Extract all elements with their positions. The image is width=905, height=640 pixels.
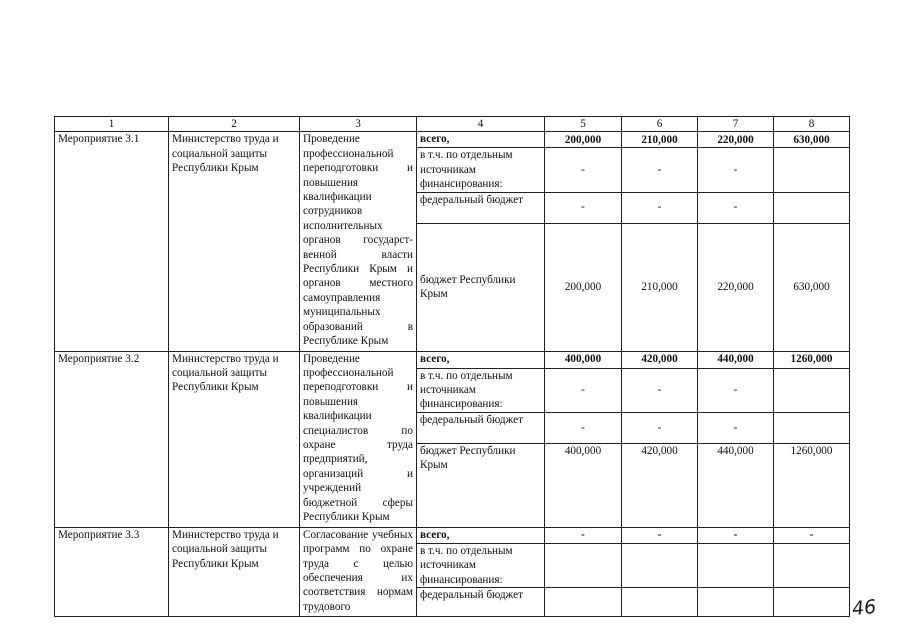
value-cell: - <box>545 368 622 412</box>
value-cell: - <box>698 368 774 412</box>
value-cell: 400,000 <box>545 443 622 527</box>
funding-label: в т.ч. по отдельным источникам финансирования: <box>417 543 545 587</box>
measure-name: Мероприятие 3.1 <box>55 132 169 351</box>
value-cell: 420,000 <box>622 443 698 527</box>
value-cell: 210,000 <box>622 132 698 148</box>
measure-executor: Министерство труда и социальной защиты Республики Крым <box>169 351 300 527</box>
funding-table <box>54 116 850 617</box>
funding-label: федеральный бюджет <box>417 588 545 617</box>
measure-executor: Министерство труда и социальной защиты Республики Крым <box>169 527 300 616</box>
value-cell: 220,000 <box>698 223 774 351</box>
measure-executor: Министерство труда и социальной защиты Республики Крым <box>169 132 300 351</box>
value-cell: 1260,000 <box>774 351 850 368</box>
value-cell <box>622 588 698 617</box>
funding-label: бюджет Республики Крым <box>417 223 545 351</box>
value-cell <box>698 543 774 587</box>
value-cell: - <box>698 527 774 543</box>
funding-label: всего, <box>417 351 545 368</box>
value-cell: 200,000 <box>545 223 622 351</box>
header-cell: 1 <box>55 117 169 132</box>
value-cell: 630,000 <box>774 132 850 148</box>
value-cell <box>774 412 850 443</box>
measure-description: Согласование учебных программ по охране труда с целью обеспечения их соответствия нормам трудового <box>300 527 417 616</box>
value-cell <box>774 148 850 192</box>
value-cell: - <box>622 527 698 543</box>
value-cell: 200,000 <box>545 132 622 148</box>
funding-label: в т.ч. по отдельным источникам финансирования: <box>417 368 545 412</box>
value-cell: - <box>698 192 774 223</box>
value-cell: 220,000 <box>698 132 774 148</box>
funding-label: всего, <box>417 132 545 148</box>
value-cell <box>698 588 774 617</box>
value-cell <box>545 543 622 587</box>
value-cell: - <box>545 527 622 543</box>
value-cell: - <box>622 192 698 223</box>
measure-description: Проведение профессиональной переподготовки и повышения квалификации специалистов по охране труда предприятий, организаций и учреждений бюджетной сферы Республики Крым <box>300 351 417 527</box>
value-cell: - <box>545 412 622 443</box>
funding-label: бюджет Республики Крым <box>417 443 545 527</box>
header-cell: 2 <box>169 117 300 132</box>
value-cell <box>774 588 850 617</box>
value-cell: - <box>622 368 698 412</box>
value-cell: - <box>545 192 622 223</box>
value-cell <box>774 192 850 223</box>
value-cell: 400,000 <box>545 351 622 368</box>
value-cell: 440,000 <box>698 351 774 368</box>
header-cell: 7 <box>698 117 774 132</box>
value-cell: - <box>545 148 622 192</box>
measure-description: Проведение профессиональной переподготовки и повышения квалификации сотрудников исполнительных органов государст-венной власти Республики Крым и органов местного самоуправления муниципальных образований в Республике Крым <box>300 132 417 351</box>
value-cell: - <box>774 527 850 543</box>
table-row <box>55 351 850 368</box>
header-cell: 4 <box>417 117 545 132</box>
value-cell: - <box>622 412 698 443</box>
value-cell: - <box>698 412 774 443</box>
funding-label: федеральный бюджет <box>417 192 545 223</box>
header-row <box>55 117 850 132</box>
value-cell <box>774 543 850 587</box>
value-cell: 420,000 <box>622 351 698 368</box>
value-cell: 630,000 <box>774 223 850 351</box>
header-cell: 3 <box>300 117 417 132</box>
measure-name: Мероприятие 3.2 <box>55 351 169 527</box>
table-row <box>55 132 850 148</box>
value-cell <box>774 368 850 412</box>
value-cell: 210,000 <box>622 223 698 351</box>
value-cell <box>622 543 698 587</box>
funding-label: федеральный бюджет <box>417 412 545 443</box>
page-number: 46 <box>850 595 878 621</box>
header-cell: 8 <box>774 117 850 132</box>
value-cell: 1260,000 <box>774 443 850 527</box>
table-row <box>55 527 850 543</box>
measure-name: Мероприятие 3.3 <box>55 527 169 616</box>
value-cell: - <box>698 148 774 192</box>
header-cell: 6 <box>622 117 698 132</box>
funding-label: всего, <box>417 527 545 543</box>
header-cell: 5 <box>545 117 622 132</box>
value-cell: 440,000 <box>698 443 774 527</box>
funding-label: в т.ч. по отдельным источникам финансирования: <box>417 148 545 192</box>
value-cell: - <box>622 148 698 192</box>
value-cell <box>545 588 622 617</box>
